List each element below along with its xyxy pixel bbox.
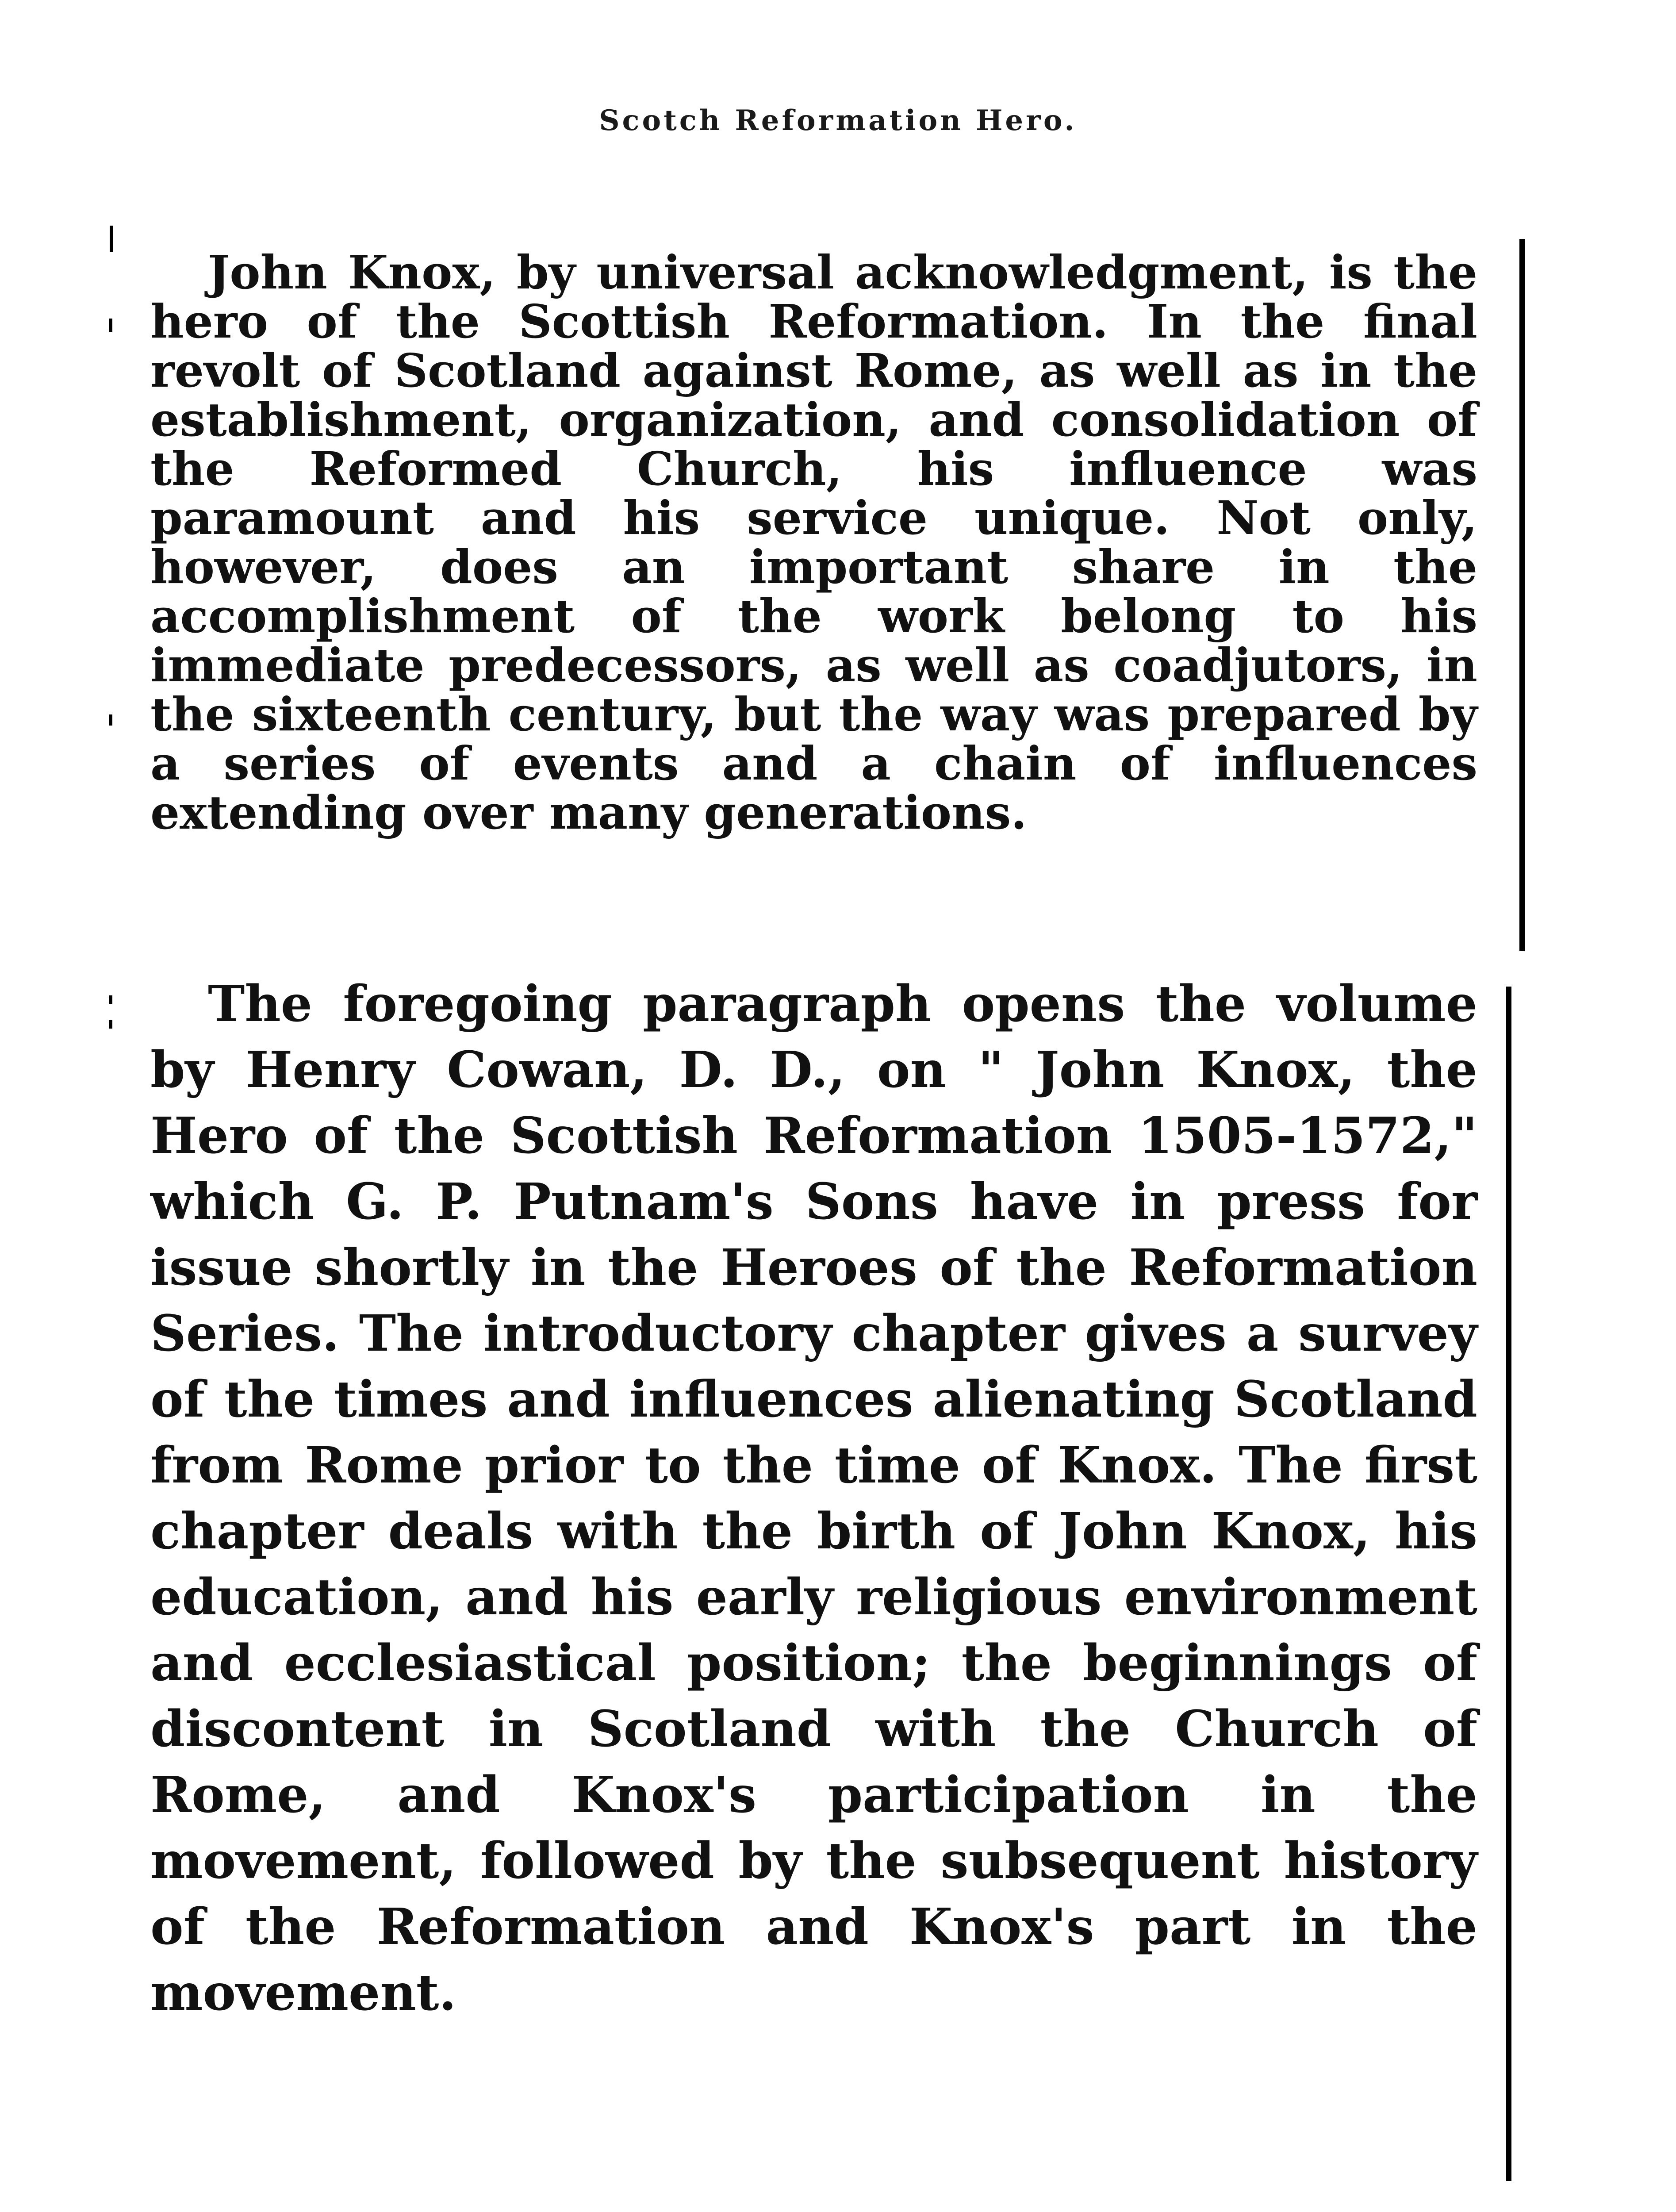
article-paragraph-1: John Knox, by universal acknowledgment, is the hero of the Scottish Reformation. In the final revolt of Scotland against Rome, as well as in the establishment, organization, and consolidation of the Reformed Church, his influence was paramount and his service unique. Not only, however, does an important share in the accomplishment of the work belong to his immediate predecessors, as well as coadjutors, in the sixteenth century, but the way was prepared by a series of events and a chain of influences extending over many generations. (150, 245, 1477, 840)
article-paragraph-2-block (150, 971, 1477, 2026)
column-margin-mark (109, 995, 112, 1004)
column-margin-mark (109, 1020, 112, 1029)
article-headline: Scotch Reformation Hero. (599, 104, 1077, 137)
article-paragraph-2: The foregoing paragraph opens the volume by Henry Cowan, D. D., on " John Knox, the Hero of the Scottish Reformation 1505-1572," which G. P. Putnam's Sons have in press for issue shortly in the Heroes of the Reformation Series. The introductory chapter gives a survey of the times and influences alienating Scotland from Rome prior to the time of Knox. The first chapter deals with the birth of John Knox, his education, and his early religious environment and ecclesiastical position; the beginnings of discontent in Scotland with the Church of Rome, and Knox's participation in the movement, followed by the subsequent history of the Reformation and Knox's part in the movement. (150, 975, 1477, 2022)
column-margin-mark (109, 714, 112, 726)
column-margin-mark (110, 226, 113, 252)
article-paragraph-1-block (150, 245, 1477, 840)
column-rule (1506, 987, 1511, 2181)
column-rule (1519, 239, 1525, 951)
column-margin-mark (109, 319, 112, 332)
